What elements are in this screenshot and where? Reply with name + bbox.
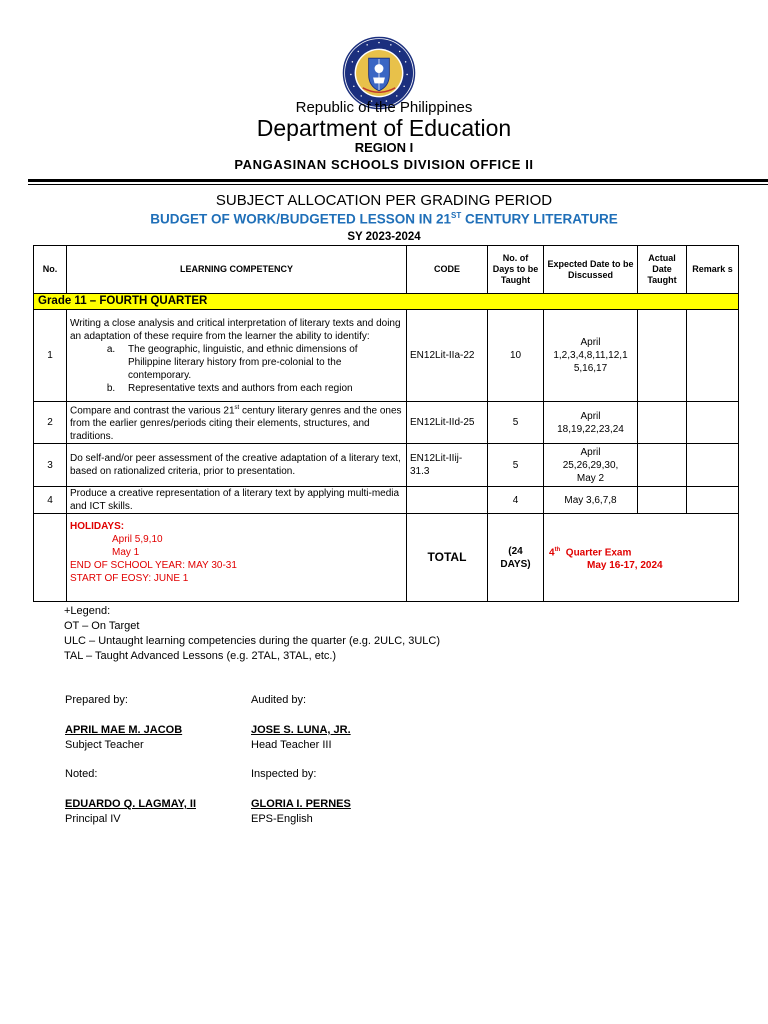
row-days: 5 <box>488 402 544 444</box>
quarter-exam-label: 4th Quarter Exam <box>549 546 632 558</box>
row-expected-date: April 25,26,29,30, May 2 <box>544 444 638 487</box>
row-remarks <box>687 310 739 402</box>
end-of-school-year: END OF SCHOOL YEAR: MAY 30-31 <box>70 560 237 572</box>
legend-tal: TAL – Taught Advanced Lessons (e.g. 2TAL, 3TAL, etc.) <box>64 650 337 662</box>
prepared-by-position: Subject Teacher <box>65 739 144 751</box>
document-title: SUBJECT ALLOCATION PER GRADING PERIOD <box>215 192 553 209</box>
row-actual-date <box>638 487 687 514</box>
row-remarks <box>687 444 739 487</box>
row-code: EN12Lit-IIij- 31.3 <box>407 444 488 487</box>
noted-by-name: EDUARDO Q. LAGMAY, II <box>65 798 196 810</box>
header-divider-thick <box>28 179 768 182</box>
holidays-title: HOLIDAYS: <box>70 521 125 533</box>
legend <box>64 604 440 664</box>
total-days: (24 DAYS) <box>488 514 544 602</box>
start-of-eosy: START OF EOSY: JUNE 1 <box>70 573 189 585</box>
quarter-exam-cell <box>544 514 739 602</box>
header-no: No. <box>34 246 67 294</box>
table-row <box>34 310 739 402</box>
noted-by-label: Noted: <box>65 768 98 780</box>
row-expected-date: April 18,19,22,23,24 <box>544 402 638 444</box>
row-no: 3 <box>34 444 67 487</box>
republic-heading: Republic of the Philippines <box>295 99 473 116</box>
row-code: EN12Lit-IId-25 <box>407 402 488 444</box>
row-expected-date: April 1,2,3,4,8,11,12,1 5,16,17 <box>544 310 638 402</box>
quarter-row <box>34 294 739 310</box>
header-expected-date: Expected Date to be Discussed <box>544 246 638 294</box>
header-remarks: Remark s <box>687 246 739 294</box>
competency-list-item: a. The geographic, linguistic, and ethnic dimensions of Philippine literary history from pre-colonial to the contemporary. <box>118 343 403 382</box>
legend-ulc: ULC – Untaught learning competencies during the quarter (e.g. 2ULC, 3ULC) <box>64 635 441 647</box>
row-competency: Produce a creative representation of a literary text by applying multi-media and ICT skills. <box>67 487 407 514</box>
inspected-by-name: GLORIA I. PERNES <box>251 798 351 810</box>
header-competency: LEARNING COMPETENCY <box>67 246 407 294</box>
audited-by-block <box>251 693 351 753</box>
row-actual-date <box>638 310 687 402</box>
row-days: 4 <box>488 487 544 514</box>
audited-by-label: Audited by: <box>251 694 307 706</box>
row-competency: Compare and contrast the various 21st century literary genres and the ones from the earlier genres/periods citing their elements, structures, and traditions. <box>67 402 407 444</box>
row-no: 1 <box>34 310 67 402</box>
audited-by-name: JOSE S. LUNA, JR. <box>251 724 351 736</box>
table-row <box>34 444 739 487</box>
header-days: No. of Days to be Taught <box>488 246 544 294</box>
table-row <box>34 402 739 444</box>
holidays-cell <box>67 514 407 602</box>
quarter-label: Grade 11 – FOURTH QUARTER <box>34 294 739 310</box>
row-no: 4 <box>34 487 67 514</box>
row-expected-date: May 3,6,7,8 <box>544 487 638 514</box>
legend-ot: OT – On Target <box>64 620 140 632</box>
row-remarks <box>687 402 739 444</box>
header-actual-date: Actual Date Taught <box>638 246 687 294</box>
school-year: SY 2023-2024 <box>347 231 421 243</box>
region-heading: REGION I <box>354 140 414 155</box>
audited-by-position: Head Teacher III <box>251 739 332 751</box>
prepared-by-block <box>65 693 182 753</box>
table-header-row <box>34 246 739 294</box>
row-code: EN12Lit-IIa-22 <box>407 310 488 402</box>
prepared-by-label: Prepared by: <box>65 694 128 706</box>
header-code: CODE <box>407 246 488 294</box>
competency-text: Writing a close analysis and critical interpretation of literary texts and doing an adaptation of these require from the learner the ability to identify: <box>70 317 401 342</box>
quarter-exam-dates: May 16-17, 2024 <box>587 559 663 571</box>
budget-of-work-table <box>33 245 739 602</box>
row-competency <box>67 310 407 402</box>
row-actual-date <box>638 444 687 487</box>
noted-by-position: Principal IV <box>65 813 121 825</box>
document-subtitle: BUDGET OF WORK/BUDGETED LESSON IN 21ST CENTURY LITERATURE <box>150 211 618 227</box>
row-competency: Do self-and/or peer assessment of the creative adaptation of a literary text, based on rationalized criteria, prior to presentation. <box>67 444 407 487</box>
row-no: 2 <box>34 402 67 444</box>
department-heading: Department of Education <box>256 115 512 141</box>
inspected-by-label: Inspected by: <box>251 768 317 780</box>
row-code <box>407 487 488 514</box>
holiday-dates-april: April 5,9,10 <box>112 534 163 546</box>
competency-list-item: b. Representative texts and authors from each region <box>118 382 403 395</box>
row-days: 10 <box>488 310 544 402</box>
row-days: 5 <box>488 444 544 487</box>
header-divider-thin <box>28 184 768 185</box>
row-remarks <box>687 487 739 514</box>
holiday-dates-may: May 1 <box>112 547 140 559</box>
noted-by-block <box>65 767 196 827</box>
summary-row <box>34 514 739 602</box>
legend-title: +Legend: <box>64 605 111 617</box>
summary-blank-cell <box>34 514 67 602</box>
inspected-by-position: EPS-English <box>251 813 313 825</box>
row-actual-date <box>638 402 687 444</box>
competency-list <box>70 343 403 395</box>
office-heading: PANGASINAN SCHOOLS DIVISION OFFICE II <box>234 157 534 172</box>
table-row <box>34 487 739 514</box>
total-label: TOTAL <box>407 514 488 602</box>
prepared-by-name: APRIL MAE M. JACOB <box>65 724 183 736</box>
inspected-by-block <box>251 767 351 827</box>
